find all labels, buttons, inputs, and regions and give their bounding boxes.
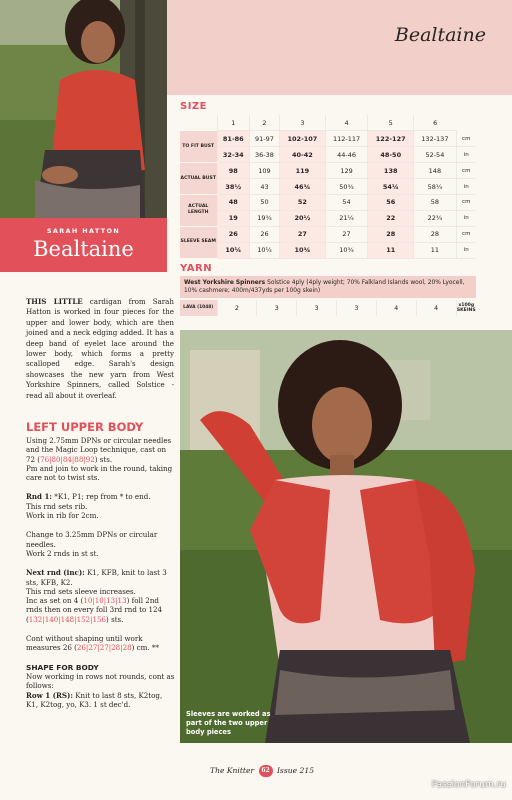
size-cell: 10¼	[217, 242, 250, 258]
page-title: Bealtaine	[394, 24, 486, 46]
size-col: 6	[414, 115, 456, 131]
size-cell: 40-42	[279, 147, 325, 163]
size-row	[180, 163, 476, 179]
shape-body-block	[26, 663, 176, 709]
issue-number: Issue 215	[276, 766, 315, 775]
size-cell: 11	[414, 242, 456, 258]
size-cell: 81-86	[217, 131, 250, 147]
row1-text: Knit to last 8 sts, K2tog, K1, K2tog, yo, K3. 1 st dec'd.	[26, 690, 163, 709]
yarn-skeins: 2	[217, 300, 257, 316]
cardigan-photo-large	[180, 330, 512, 743]
size-unit: cm	[456, 226, 476, 242]
next-rnd-line	[26, 568, 176, 587]
size-col: 1	[217, 115, 250, 131]
cast-on-text: Using 2.75mm DPNs or circular needles and the Magic Loop technique, cast on 72 (	[26, 436, 172, 464]
join-round-text: Pm and join to work in the round, taking care not to twist sts.	[26, 463, 173, 483]
size-cell: 129	[326, 163, 368, 179]
size-cell: 20½	[279, 210, 325, 226]
cont-block	[26, 634, 176, 653]
size-col: 2	[250, 115, 280, 131]
size-cell: 138	[368, 163, 414, 179]
row1-line	[26, 691, 176, 710]
inc-text-2: ) foll 2nd rnds then on every foll 3rd rnd to 124 (	[26, 596, 163, 624]
left-upper-body-section	[26, 421, 176, 709]
size-header-row	[180, 115, 476, 131]
size-cell: 43	[250, 179, 280, 195]
page-footer	[210, 765, 314, 777]
size-header-blank	[180, 115, 217, 131]
size-cell: 26	[217, 226, 250, 242]
cont-instructions	[26, 634, 176, 653]
yarn-skeins: 4	[376, 300, 416, 316]
size-cell: 28	[368, 226, 414, 242]
size-cell: 52-54	[414, 147, 456, 163]
size-row	[180, 194, 476, 210]
size-cell: 32-34	[217, 147, 250, 163]
inc-text-3: ) sts.	[106, 614, 124, 624]
size-cell: 50¾	[326, 179, 368, 195]
change-needles-text-2: Work 2 rnds in st st.	[26, 548, 99, 558]
size-cell: 148	[414, 163, 456, 179]
intro-paragraph	[26, 297, 174, 401]
size-cell: 10¼	[250, 242, 280, 258]
size-cell: 19¾	[250, 210, 280, 226]
yarn-shade: LAVA (1048)	[180, 300, 217, 316]
size-cell: 119	[279, 163, 325, 179]
size-cell: 22¾	[414, 210, 456, 226]
size-cell: 36-38	[250, 147, 280, 163]
size-row	[180, 131, 476, 147]
size-heading: SIZE	[180, 101, 208, 112]
yarn-brand: West Yorkshire Spinners	[184, 280, 266, 286]
yarn-skeins: 3	[257, 300, 297, 316]
cont-sizes: 26|27|27|28|28	[76, 643, 132, 653]
next-rnd-label: Next rnd (inc):	[26, 568, 85, 578]
size-cell: 132-137	[414, 131, 456, 147]
inc-sizes: 10|10|13|13	[83, 596, 127, 606]
size-cell: 52	[279, 194, 325, 210]
next-rnd-note: This rnd sets sleeve increases.	[26, 586, 136, 596]
size-row	[180, 147, 476, 163]
size-unit: in	[456, 179, 476, 195]
inc-text: Inc as set on 4 (	[26, 596, 84, 606]
banner-title: Bealtaine	[33, 237, 134, 261]
yarn-desc: Solstice 4ply (4ply weight; 70% Falkland Islands wool, 20% Lyocell, 10% cashmere; 400m/437yds per 100g skein)	[184, 280, 465, 294]
inc-sizes-2: 132|140|148|152|156	[28, 614, 107, 624]
cont-text-2: ) cm. **	[131, 643, 159, 653]
intro-text: cardigan from Sarah Hatton is worked in four pieces for the upper and lower body, which are then joined and a neck edging added. It has a deep band of eyelet lace around the lower body, which forms a pretty scalloped edge. Sarah's design showcases the new yarn from West Yorkshire Spinners, called Solstice - read all about it overleaf.	[26, 297, 174, 400]
page-number: 62	[259, 765, 273, 777]
size-row-label: ACTUAL BUST	[180, 163, 217, 195]
rnd1-note: This rnd sets rib.	[26, 501, 88, 511]
size-cell: 46¾	[279, 179, 325, 195]
size-cell: 112-117	[326, 131, 368, 147]
title-banner	[0, 218, 167, 272]
size-cell: 27	[326, 226, 368, 242]
change-needles-block	[26, 530, 176, 558]
cardigan-photo-small	[0, 0, 167, 218]
size-row-label: ACTUAL LENGTH	[180, 194, 217, 226]
size-cell: 54	[326, 194, 368, 210]
size-row	[180, 226, 476, 242]
size-row	[180, 242, 476, 258]
size-row-label: TO FIT BUST	[180, 131, 217, 163]
designer-name: SARAH HATTON	[46, 227, 121, 235]
size-cell: 11	[368, 242, 414, 258]
change-needles-text: Change to 3.25mm DPNs or circular needles.	[26, 530, 158, 549]
size-unit: in	[456, 242, 476, 258]
size-cell: 58	[414, 194, 456, 210]
size-cell: 54¼	[368, 179, 414, 195]
next-rnd-block	[26, 568, 176, 624]
yarn-description	[180, 276, 476, 298]
cast-on-end: ) sts.	[94, 454, 113, 464]
size-cell: 50	[250, 194, 280, 210]
size-table	[180, 115, 476, 259]
size-cell: 122-127	[368, 131, 414, 147]
size-row	[180, 179, 476, 195]
size-col: 3	[279, 115, 325, 131]
size-col: 5	[368, 115, 414, 131]
size-unit: in	[456, 147, 476, 163]
header-panel	[167, 0, 512, 95]
size-cell: 28	[414, 226, 456, 242]
size-cell: 91-97	[250, 131, 280, 147]
row1-label: Row 1 (RS):	[26, 690, 73, 700]
yarn-heading: YARN	[180, 263, 213, 274]
cont-text: Cont without shaping until work measures 26 (	[26, 634, 143, 653]
photo-caption: Sleeves are worked as part of the two upper body pieces	[186, 710, 271, 736]
rnd1-line	[26, 492, 176, 501]
rnd1-text: *K1, P1; rep from * to end.	[52, 492, 151, 502]
size-unit: cm	[456, 194, 476, 210]
cast-on-instructions	[26, 436, 176, 464]
size-header-blank	[456, 115, 476, 131]
yarn-skeins: 3	[336, 300, 376, 316]
size-cell: 19	[217, 210, 250, 226]
size-cell: 58¼	[414, 179, 456, 195]
next-rnd-text: K1, KFB, knit to last 3 sts, KFB, K2.	[26, 568, 167, 587]
size-cell: 26	[250, 226, 280, 242]
size-cell: 27	[279, 226, 325, 242]
magazine-name: The Knitter	[210, 766, 255, 775]
size-col: 4	[326, 115, 368, 131]
size-cell: 48-50	[368, 147, 414, 163]
watermark: PassionForum.ru	[431, 780, 506, 790]
size-cell: 98	[217, 163, 250, 179]
shape-body-heading: SHAPE FOR BODY	[26, 662, 99, 672]
cast-on-sizes: 76|80|84|88|92	[40, 454, 95, 464]
size-cell: 22	[368, 210, 414, 226]
size-unit: cm	[456, 163, 476, 179]
inc-instructions	[26, 596, 176, 624]
size-unit: in	[456, 210, 476, 226]
size-cell: 10¾	[326, 242, 368, 258]
rnd1-note-2: Work in rib for 2cm.	[26, 511, 99, 521]
yarn-quantity-table	[180, 300, 476, 316]
size-cell: 109	[250, 163, 280, 179]
size-cell: 21¼	[326, 210, 368, 226]
intro-lead: THIS LITTLE	[26, 297, 83, 306]
size-cell: 102-107	[279, 131, 325, 147]
yarn-skeins: 4	[416, 300, 456, 316]
yarn-unit: x100g SKEINS	[456, 300, 476, 316]
size-cell: 10¾	[279, 242, 325, 258]
yarn-quantity-row	[180, 300, 476, 316]
size-row	[180, 210, 476, 226]
size-cell: 56	[368, 194, 414, 210]
yarn-skeins: 3	[297, 300, 337, 316]
rnd1-label: Rnd 1:	[26, 492, 53, 502]
size-unit: cm	[456, 131, 476, 147]
size-row-label: SLEEVE SEAM	[180, 226, 217, 258]
shape-body-text: Now working in rows not rounds, cont as follows:	[26, 671, 175, 691]
size-cell: 44-46	[326, 147, 368, 163]
left-upper-body-heading: LEFT UPPER BODY	[26, 420, 144, 434]
size-cell: 38½	[217, 179, 250, 195]
size-cell: 48	[217, 194, 250, 210]
rnd1-block	[26, 492, 176, 520]
